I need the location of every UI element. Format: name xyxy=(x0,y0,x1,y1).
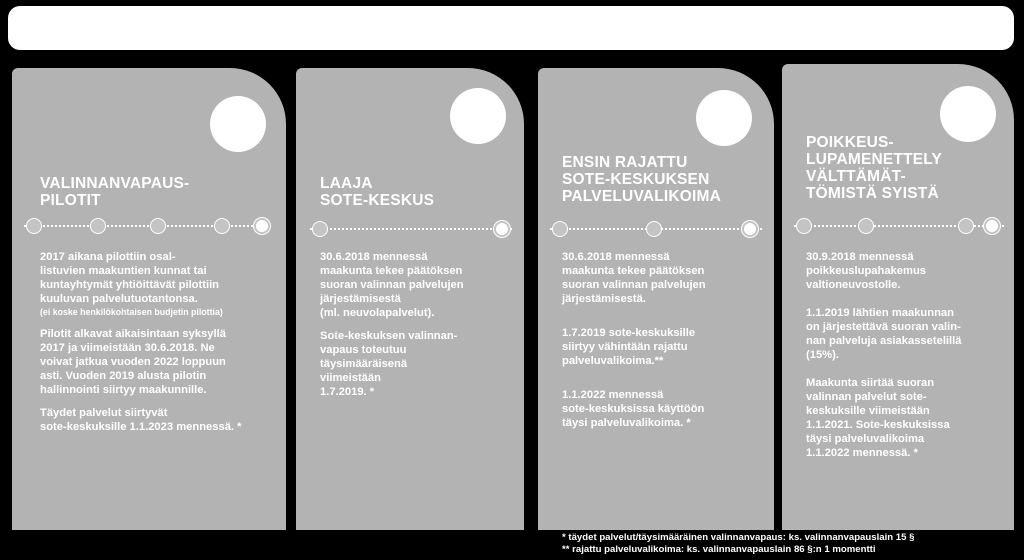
card-ensin-rajattu xyxy=(538,68,774,530)
timeline-dot xyxy=(646,221,662,237)
timeline-line xyxy=(310,228,512,230)
card-title: ENSIN RAJATTU SOTE-KESKUKSEN PALVELUVALIKOIMA xyxy=(562,154,722,205)
timeline-dot xyxy=(312,221,328,237)
card-body xyxy=(562,250,770,439)
card-paragraph: Pilotit alkavat aikaisintaan syksyllä 2017 ja viimeistään 30.6.2018. Ne voivat jatkua vuoden 2022 loppuun asti. Vuoden 2019 alusta pilotin hallinnointi siirtyy maakunnille. xyxy=(40,328,226,396)
timeline-dot xyxy=(552,221,568,237)
footnote: * täydet palvelut/täysimääräinen valinnanvapaus: ks. valinnanvapauslain 15 § xyxy=(562,532,915,543)
timeline-dot-end xyxy=(494,221,510,237)
timeline xyxy=(794,216,1004,236)
circle-icon xyxy=(696,90,752,146)
card-title: LAAJA SOTE-KESKUS xyxy=(320,175,435,209)
card-paragraph: 30.6.2018 mennessä maakunta tekee päätöksen suoran valinnan palvelujen järjestämisestä. xyxy=(562,251,706,305)
timeline-dot xyxy=(150,218,166,234)
timeline xyxy=(310,219,512,239)
timeline-dot xyxy=(90,218,106,234)
timeline-dot xyxy=(26,218,42,234)
timeline-dot xyxy=(796,218,812,234)
card-body xyxy=(320,250,520,408)
timeline-dot-end xyxy=(254,218,270,234)
card-title: POIKKEUS- LUPAMENETTELY VÄLTTÄMÄT- TÖMISTÄ SYISTÄ xyxy=(806,134,943,202)
footnotes xyxy=(562,532,914,556)
timeline xyxy=(550,219,762,239)
card-paragraph: Maakunta siirtää suoran valinnan palvelut sote- keskuksille viimeistään 1.1.2021. Sote-keskuksissa täysi palveluvalikoima 1.1.2022 mennessä. * xyxy=(806,377,950,459)
card-poikkeuslupamenettely xyxy=(782,64,1014,530)
timeline-dot-end xyxy=(984,218,1000,234)
card-body xyxy=(806,250,1012,469)
timeline-dot-end xyxy=(742,221,758,237)
circle-icon xyxy=(210,96,266,152)
timeline xyxy=(24,216,268,236)
card-paragraph: 2017 aikana pilottiin osal- listuvien maakuntien kunnat tai kuntayhtymät yhtiöittävät pilottiin kuuluvan palvelutuotantonsa. xyxy=(40,251,220,305)
circle-icon xyxy=(450,88,506,144)
card-paragraph: 1.1.2022 mennessä sote-keskuksissa käyttöön täysi palveluvalikoima. * xyxy=(562,389,705,429)
card-laaja-sote-keskus xyxy=(296,68,524,530)
card-body xyxy=(40,250,280,443)
header-banner xyxy=(8,6,1014,50)
card-paragraph: Sote-keskuksen valinnan- vapaus toteutuu täysimääräisenä viimeistään 1.7.2019. * xyxy=(320,330,458,398)
card-paragraph: Täydet palvelut siirtyvät sote-keskuksille 1.1.2023 mennessä. * xyxy=(40,407,242,433)
card-paragraph: 30.6.2018 mennessä maakunta tekee päätöksen suoran valinnan palvelujen järjestämisestä (ml. neuvolapalvelut). xyxy=(320,251,464,319)
card-valinnanvapaus-pilotit xyxy=(12,68,286,530)
card-paragraph: 1.7.2019 sote-keskuksille siirtyy vähintään rajattu palveluvalikoima.** xyxy=(562,327,696,367)
timeline-line xyxy=(24,225,268,227)
timeline-dot xyxy=(958,218,974,234)
card-paragraph: 1.1.2019 lähtien maakunnan on järjestettävä suoran valin- nan palveluja asiakassetelillä (15%). xyxy=(806,307,962,361)
footnote: ** rajattu palveluvalikoima: ks. valinnanvapauslain 86 §:n 1 momentti xyxy=(562,544,876,555)
circle-icon xyxy=(940,86,996,142)
card-title: VALINNANVAPAUS- PILOTIT xyxy=(40,175,190,209)
timeline-dot xyxy=(858,218,874,234)
card-note: (ei koske henkilökohtaisen budjetin pilottia) xyxy=(40,307,223,317)
timeline-dot xyxy=(214,218,230,234)
card-paragraph: 30.9.2018 mennessä poikkeuslupahakemus valtioneuvostolle. xyxy=(806,251,926,291)
